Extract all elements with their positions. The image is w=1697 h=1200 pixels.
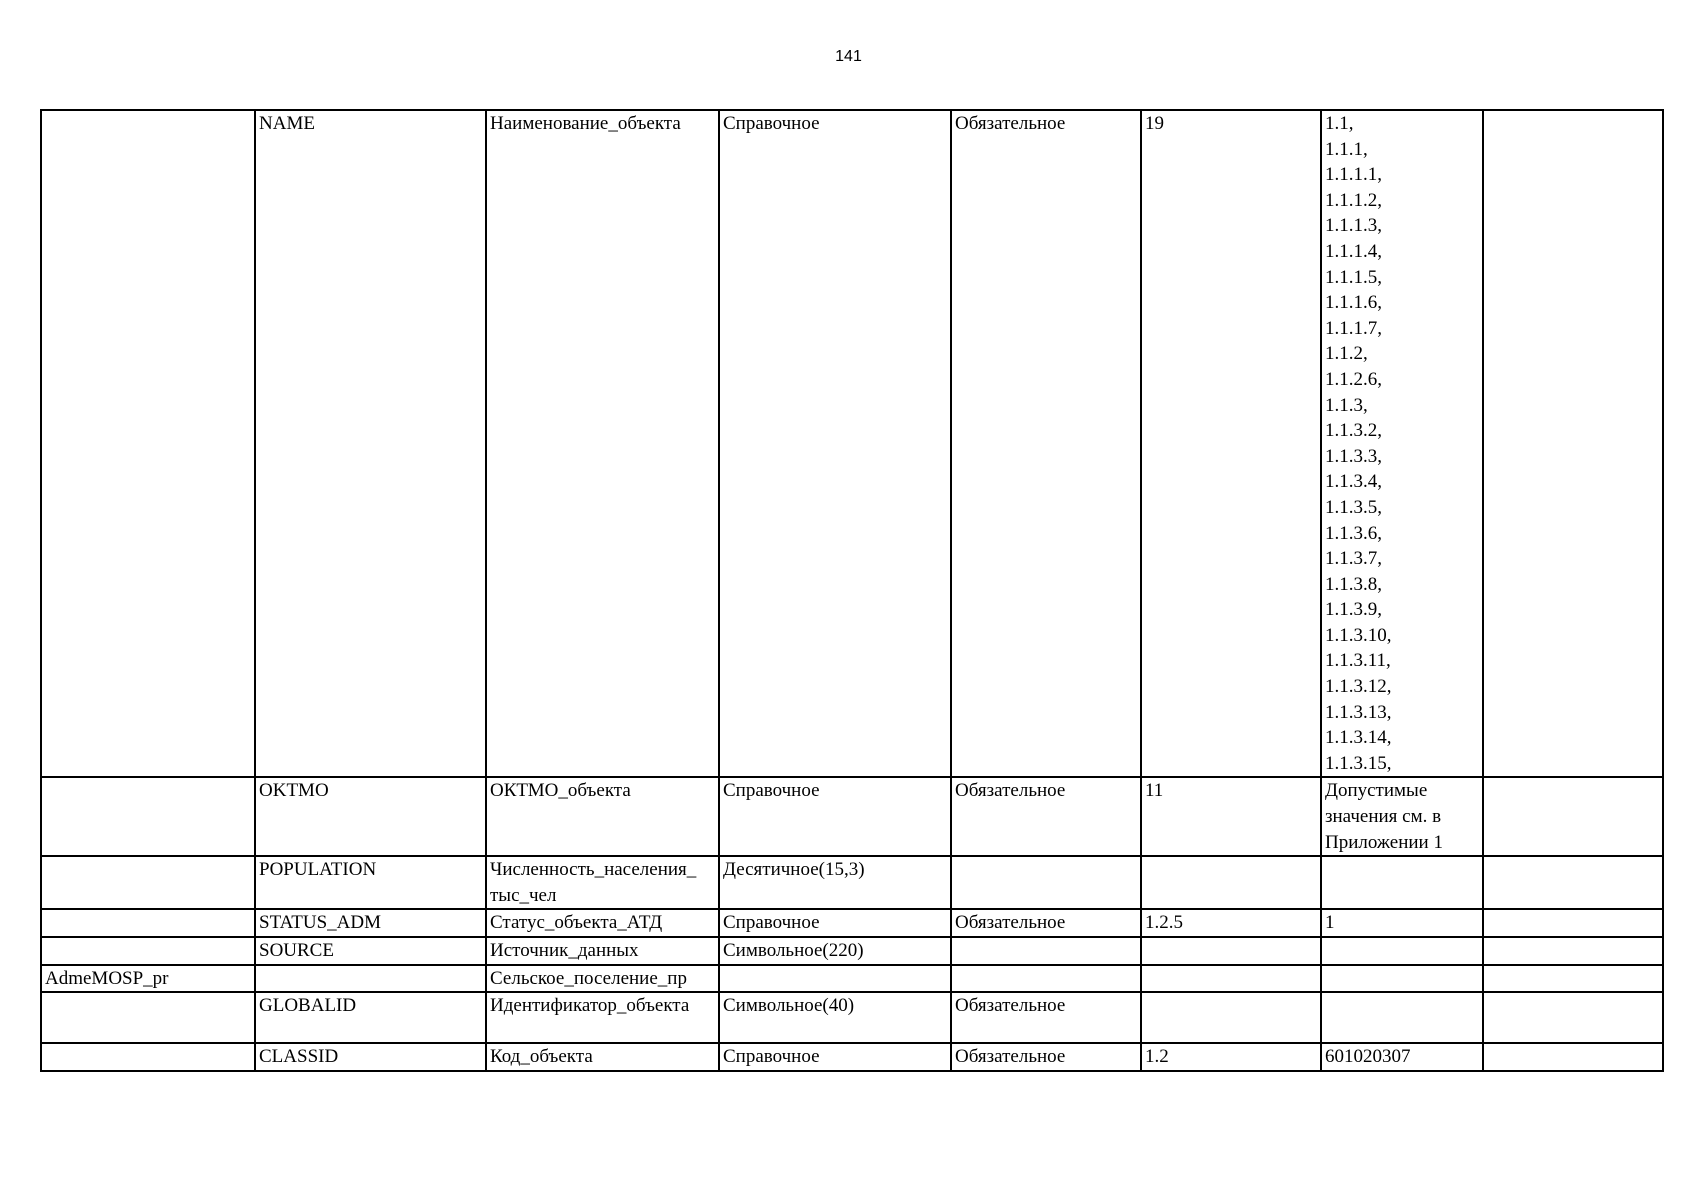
allowed-values-cell [1321, 992, 1483, 1043]
value-line: 1.1.1.4, [1325, 240, 1382, 262]
note-cell [1483, 1043, 1663, 1071]
value-line: 1.1.3.8, [1325, 573, 1382, 595]
table-row [41, 937, 1663, 965]
value-line: 1.1.3.13, [1325, 701, 1392, 723]
layer-cell [41, 992, 255, 1043]
note-cell [1483, 110, 1663, 777]
classifier-cell: 1.2.5 [1141, 909, 1321, 937]
value-line: Допустимые [1325, 780, 1428, 802]
field-alias-cell [486, 856, 719, 909]
classifier-cell [1141, 965, 1321, 993]
value-line: 1.1.3, [1325, 394, 1368, 416]
field-alias-cell: Наименование_объекта [486, 110, 719, 777]
value-line: 1.1.3.10, [1325, 624, 1392, 646]
note-cell [1483, 965, 1663, 993]
field-name-cell: SOURCE [255, 937, 486, 965]
note-cell [1483, 992, 1663, 1043]
field-type-cell [719, 965, 951, 993]
value-line: 1.1.3.11, [1325, 650, 1391, 672]
obligation-cell: Обязательное [951, 777, 1141, 856]
note-cell [1483, 777, 1663, 856]
table-row [41, 1043, 1663, 1071]
note-cell [1483, 909, 1663, 937]
value-line: 1.1, [1325, 113, 1354, 134]
allowed-values-cell [1321, 937, 1483, 965]
layer-cell [41, 937, 255, 965]
layer-cell [41, 856, 255, 909]
field-type-cell: Символьное(220) [719, 937, 951, 965]
field-type-cell: Справочное [719, 909, 951, 937]
obligation-cell: Обязательное [951, 110, 1141, 777]
field-type-cell: Справочное [719, 1043, 951, 1071]
field-name-cell: STATUS_ADM [255, 909, 486, 937]
value-line: 1.1.1, [1325, 138, 1368, 160]
classifier-cell: 19 [1141, 110, 1321, 777]
value-line: 1.1.3.7, [1325, 548, 1382, 570]
note-cell [1483, 856, 1663, 909]
classifier-cell: 1.2 [1141, 1043, 1321, 1071]
obligation-cell: Обязательное [951, 992, 1141, 1043]
table-row [41, 856, 1663, 909]
obligation-cell [951, 937, 1141, 965]
classifier-cell [1141, 937, 1321, 965]
value-line: 1.1.3.14, [1325, 727, 1392, 749]
value-line: 1.1.1.3, [1325, 215, 1382, 237]
value-line: 1.1.1.1, [1325, 164, 1382, 186]
value-line: 1.1.1.7, [1325, 317, 1382, 339]
note-cell [1483, 937, 1663, 965]
alias-line: Численность_населения_ [490, 859, 697, 881]
value-line: 1.1.3.6, [1325, 522, 1382, 544]
value-line: Приложении 1 [1325, 831, 1443, 853]
value-line: 1.1.3.5, [1325, 496, 1382, 518]
table-row [41, 992, 1663, 1043]
table-row [41, 777, 1663, 856]
obligation-cell [951, 965, 1141, 993]
classifier-cell [1141, 992, 1321, 1043]
value-line: 1.1.3.4, [1325, 471, 1382, 493]
field-alias-cell: Идентификатор_объекта [486, 992, 719, 1043]
attribute-table [40, 109, 1664, 1072]
field-name-cell: POPULATION [255, 856, 486, 909]
table-row [41, 909, 1663, 937]
obligation-cell [951, 856, 1141, 909]
page-number: 141 [835, 48, 862, 65]
layer-cell [41, 1043, 255, 1071]
value-line: 1.1.3.9, [1325, 599, 1382, 621]
allowed-values-cell [1321, 110, 1483, 777]
field-type-cell: Десятичное(15,3) [719, 856, 951, 909]
allowed-values-cell: 1 [1321, 909, 1483, 937]
value-line: 1.1.1.2, [1325, 189, 1382, 211]
value-line: 1.1.2, [1325, 343, 1368, 365]
allowed-values-cell [1321, 777, 1483, 856]
field-alias-cell: Сельское_поселение_пр [486, 965, 719, 993]
field-alias-cell: Источник_данных [486, 937, 719, 965]
classifier-cell: 11 [1141, 777, 1321, 856]
field-name-cell: CLASSID [255, 1043, 486, 1071]
obligation-cell: Обязательное [951, 909, 1141, 937]
field-type-cell: Справочное [719, 777, 951, 856]
field-alias-cell: Статус_объекта_АТД [486, 909, 719, 937]
field-type-cell: Справочное [719, 110, 951, 777]
layer-cell: AdmeMOSP_pr [41, 965, 255, 993]
field-type-cell: Символьное(40) [719, 992, 951, 1043]
field-name-cell [255, 965, 486, 993]
layer-cell [41, 777, 255, 856]
allowed-values-cell [1321, 856, 1483, 909]
value-line: 1.1.3.2, [1325, 420, 1382, 442]
field-alias-cell: Код_объекта [486, 1043, 719, 1071]
obligation-cell: Обязательное [951, 1043, 1141, 1071]
layer-cell [41, 110, 255, 777]
value-line: 1.1.2.6, [1325, 368, 1382, 390]
table-row [41, 965, 1663, 993]
field-alias-cell: ОКТМО_объекта [486, 777, 719, 856]
field-name-cell: NAME [255, 110, 486, 777]
allowed-values-cell [1321, 965, 1483, 993]
alias-line: тыс_чел [490, 884, 557, 906]
allowed-values-cell: 601020307 [1321, 1043, 1483, 1071]
table-row [41, 110, 1663, 777]
value-line: 1.1.3.3, [1325, 445, 1382, 467]
field-name-cell: OKTMO [255, 777, 486, 856]
value-line: значения см. в [1325, 806, 1442, 828]
value-line: 1.1.1.5, [1325, 266, 1382, 288]
field-name-cell: GLOBALID [255, 992, 486, 1043]
layer-cell [41, 909, 255, 937]
classifier-cell [1141, 856, 1321, 909]
value-line: 1.1.1.6, [1325, 292, 1382, 314]
value-line: 1.1.3.15, [1325, 752, 1392, 774]
value-line: 1.1.3.12, [1325, 676, 1392, 698]
